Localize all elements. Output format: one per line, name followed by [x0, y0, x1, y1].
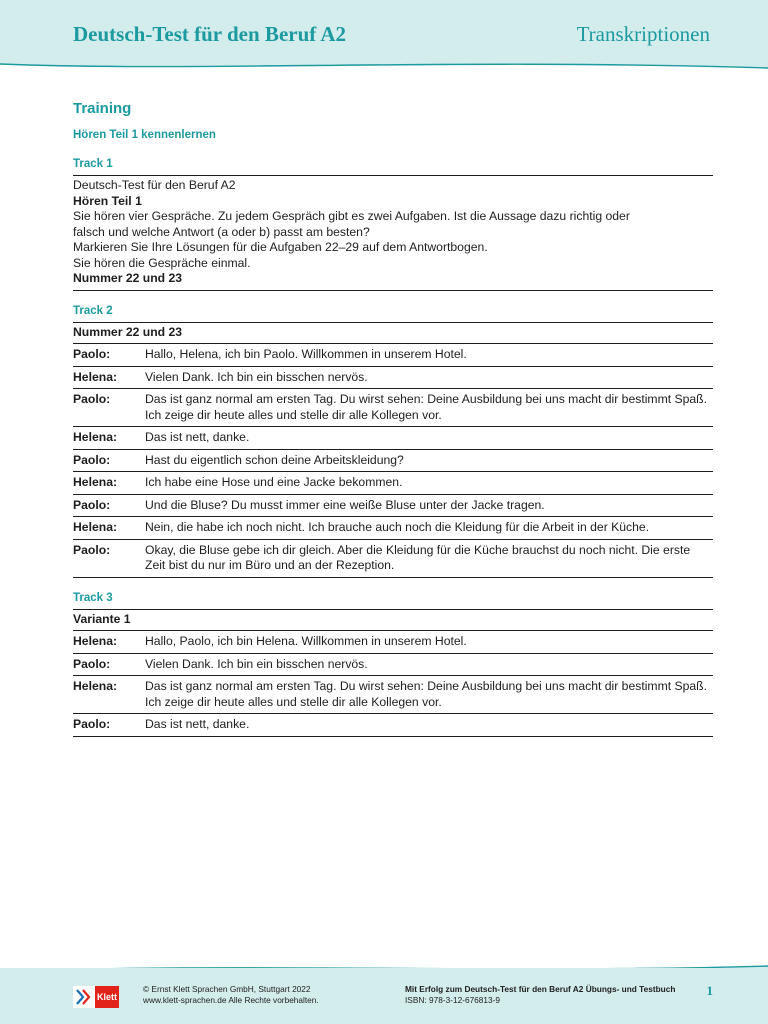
header-wave	[0, 58, 768, 82]
utterance: Okay, die Bluse gebe ich dir gleich. Aber die Kleidung für die Küche brauchst du noch nicht. Die erste Zeit bist du nur im Büro und an der Rezeption.	[145, 542, 691, 572]
speaker: Helena:	[73, 520, 118, 534]
text-line: Deutsch-Test für den Beruf A2	[73, 178, 236, 192]
text-line: Hören Teil 1	[73, 193, 142, 208]
track-1-text	[73, 176, 713, 290]
text-line: Markieren Sie Ihre Lösungen für die Aufgaben 22–29 auf dem Antwortbogen.	[73, 240, 488, 254]
copyright-line: © Ernst Klett Sprachen GmbH, Stuttgart 2022	[143, 984, 311, 994]
utterance: Vielen Dank. Ich bin ein bisschen nervös.	[145, 656, 368, 671]
isbn: ISBN: 978-3-12-676813-9	[405, 994, 501, 1005]
dialogue-row	[73, 343, 713, 366]
utterance: Vielen Dank. Ich bin ein bisschen nervös.	[145, 369, 368, 384]
header-title: Deutsch-Test für den Beruf A2	[73, 22, 347, 46]
dialogue-row	[73, 366, 713, 389]
speaker: Paolo:	[73, 392, 111, 406]
track-3-dialogue	[73, 630, 713, 736]
book-info	[405, 984, 675, 1005]
main-content	[73, 100, 713, 737]
dialogue-row	[73, 713, 713, 736]
text-line: falsch und welche Antwort (a oder b) passt am besten?	[73, 224, 370, 239]
track-3-heading: Variante 1	[73, 611, 131, 626]
track-2-dialogue	[73, 343, 713, 577]
copyright	[143, 984, 319, 1005]
dialogue-row	[73, 426, 713, 449]
track-2-heading: Nummer 22 und 23	[73, 324, 183, 339]
klett-mark-icon	[73, 986, 95, 1008]
dialogue-row	[73, 471, 713, 494]
utterance: Nein, die habe ich noch nicht. Ich brauche auch noch die Kleidung für die Arbeit in der Küche.	[145, 520, 650, 534]
klett-logo-text: Klett	[95, 986, 119, 1008]
speaker: Paolo:	[73, 497, 111, 512]
copyright-line: www.klett-sprachen.de Alle Rechte vorbehalten.	[143, 994, 319, 1005]
section-title: Training	[73, 100, 132, 117]
dialogue-row	[73, 675, 713, 713]
speaker: Paolo:	[73, 347, 111, 361]
utterance: Das ist nett, danke.	[145, 430, 250, 444]
speaker: Paolo:	[73, 452, 111, 467]
speaker: Paolo:	[73, 542, 111, 557]
utterance: Das ist ganz normal am ersten Tag. Du wirst sehen: Deine Ausbildung bei uns macht dir bestimmt Spaß. Ich zeige dir heute alles und stelle dir alle Kollegen vor.	[145, 679, 708, 709]
subsection-title: Hören Teil 1 kennenlernen	[73, 129, 216, 141]
utterance: Ich habe eine Hose und eine Jacke bekommen.	[145, 475, 403, 489]
divider	[73, 736, 713, 737]
dialogue-row	[73, 653, 713, 676]
utterance: Das ist nett, danke.	[145, 717, 250, 731]
utterance: Und die Bluse? Du musst immer eine weiße Bluse unter der Jacke tragen.	[145, 497, 545, 512]
track-2-label: Track 2	[73, 304, 113, 317]
utterance: Hallo, Helena, ich bin Paolo. Willkommen in unserem Hotel.	[145, 347, 467, 361]
speaker: Helena:	[73, 679, 118, 693]
track-1-label: Track 1	[73, 158, 113, 170]
speaker: Paolo:	[73, 656, 111, 671]
speaker: Helena:	[73, 369, 118, 384]
speaker: Helena:	[73, 634, 118, 648]
text-line: Sie hören die Gespräche einmal.	[73, 255, 251, 270]
page-number: 1	[706, 983, 713, 998]
dialogue-row	[73, 388, 713, 426]
speaker: Paolo:	[73, 717, 111, 731]
utterance: Hallo, Paolo, ich bin Helena. Willkommen in unserem Hotel.	[145, 634, 467, 648]
text-line: Nummer 22 und 23	[73, 271, 183, 285]
klett-logo	[73, 986, 119, 1008]
speaker: Helena:	[73, 430, 118, 444]
utterance: Hast du eigentlich schon deine Arbeitskleidung?	[145, 452, 404, 467]
dialogue-row	[73, 539, 713, 577]
track-3-label: Track 3	[73, 591, 113, 604]
text-line: Sie hören vier Gespräche. Zu jedem Gespräch gibt es zwei Aufgaben. Ist die Aussage dazu richtig oder	[73, 209, 630, 223]
header-section-label: Transkriptionen	[576, 22, 710, 46]
dialogue-row	[73, 630, 713, 653]
dialogue-row	[73, 516, 713, 539]
dialogue-row	[73, 449, 713, 472]
utterance: Das ist ganz normal am ersten Tag. Du wirst sehen: Deine Ausbildung bei uns macht dir bestimmt Spaß. Ich zeige dir heute alles und stelle dir alle Kollegen vor.	[145, 392, 708, 422]
book-title: Mit Erfolg zum Deutsch-Test für den Beruf A2 Übungs- und Testbuch	[405, 984, 676, 994]
speaker: Helena:	[73, 475, 118, 489]
dialogue-row	[73, 494, 713, 517]
